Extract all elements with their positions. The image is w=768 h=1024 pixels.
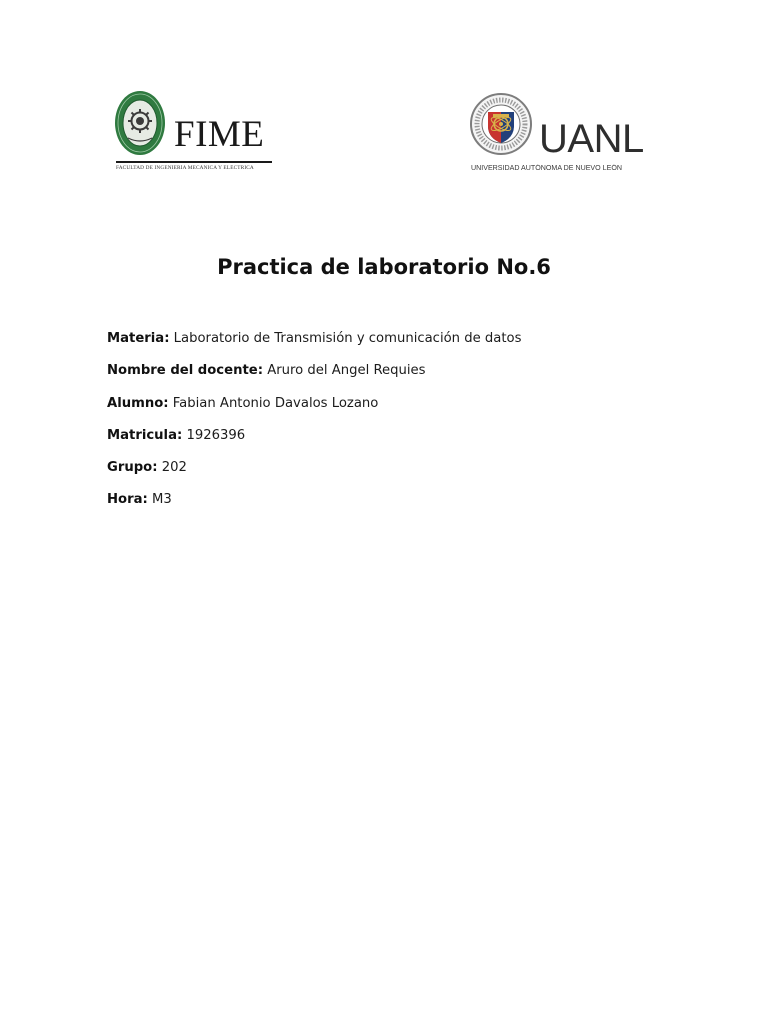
field-alumno (107, 394, 667, 426)
field-hora (107, 490, 667, 522)
field-matricula (107, 426, 667, 458)
field-value: Fabian Antonio Davalos Lozano (172, 395, 379, 411)
field-grupo (107, 458, 667, 490)
field-label: Matricula: (107, 427, 183, 443)
uanl-seal-icon (470, 92, 532, 156)
field-label: Grupo: (107, 460, 158, 476)
fime-subtitle: FACULTAD DE INGENIERÍA MECÁNICA Y ELÉCTRICA (116, 165, 254, 171)
field-value: Laboratorio de Transmisión y comunicación de datos (173, 331, 522, 346)
fime-logo (114, 90, 274, 176)
field-materia (107, 329, 667, 361)
info-section (107, 329, 667, 523)
fime-divider (116, 161, 272, 163)
field-value: 1926396 (186, 427, 246, 443)
field-value: 202 (161, 460, 187, 476)
uanl-wordmark: UANL (539, 117, 644, 161)
fime-emblem-icon (114, 90, 166, 158)
field-label: Nombre del docente: (107, 363, 263, 379)
field-label: Hora: (107, 492, 148, 508)
field-value: Aruro del Angel Requies (267, 363, 426, 379)
uanl-subtitle: UNIVERSIDAD AUTÓNOMA DE NUEVO LEÓN (471, 164, 622, 172)
uanl-logo (470, 92, 656, 178)
field-label: Alumno: (107, 395, 169, 411)
field-docente (107, 361, 667, 393)
field-label: Materia: (107, 331, 170, 346)
document-title: Practica de laboratorio No.6 (217, 255, 551, 279)
field-value: M3 (151, 492, 172, 508)
fime-wordmark: FIME (174, 114, 265, 155)
